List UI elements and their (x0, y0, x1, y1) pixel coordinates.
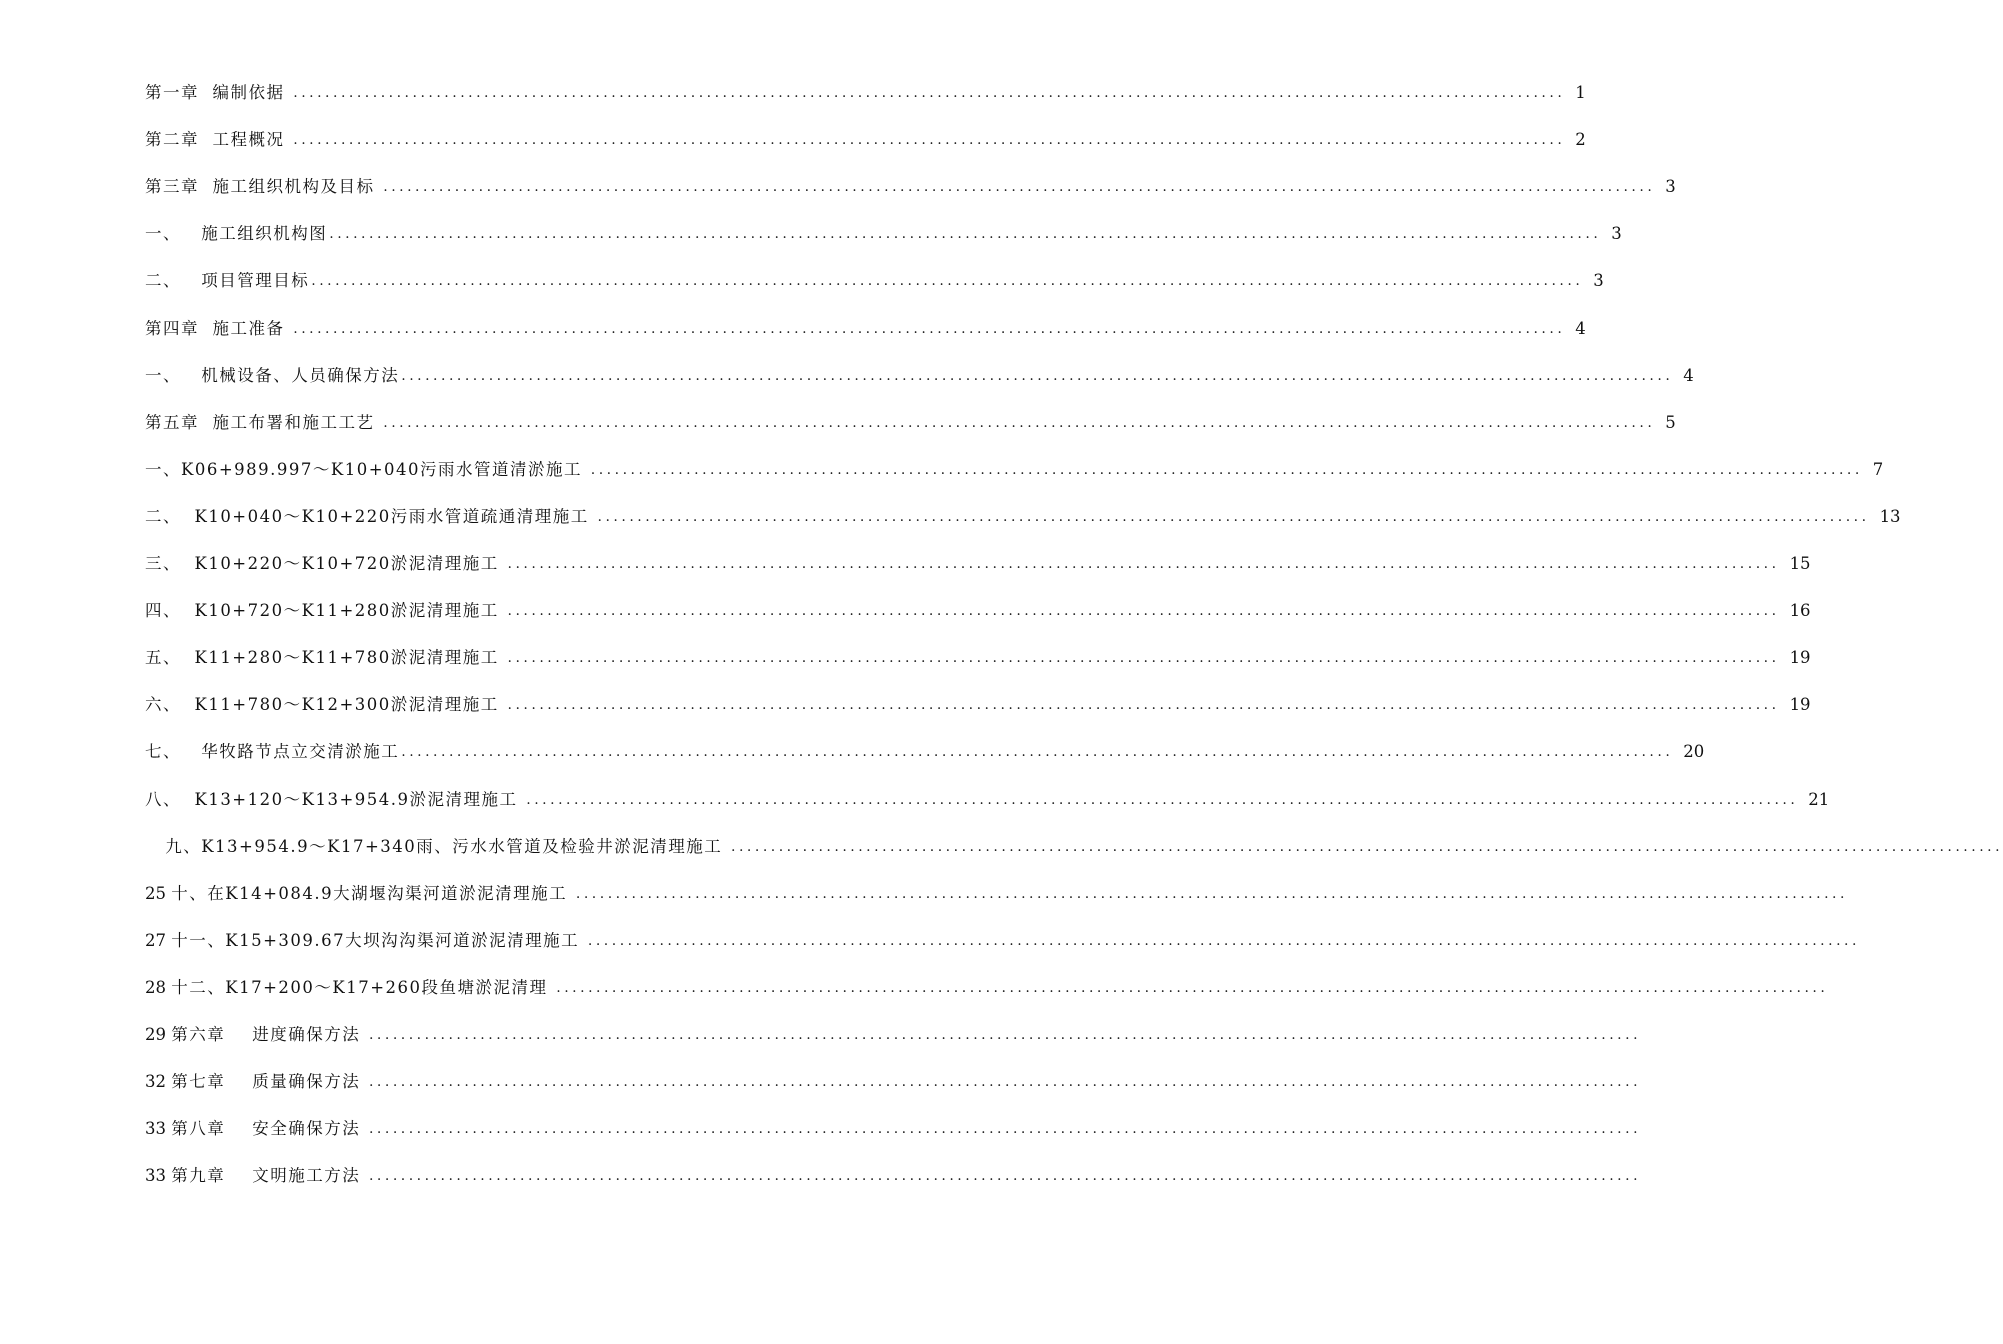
toc-entry-title: 第二章 工程概况 (145, 130, 292, 150)
toc-page-number: 4 (1575, 318, 1586, 338)
toc-entry-title: 第三章 施工组织机构及目标 (145, 177, 382, 197)
toc-dot-leader: ................................................................................................................................................................ (597, 508, 1870, 525)
toc-dot-leader: ................................................................................................................................................................ (507, 650, 1780, 667)
toc-entry-title: 第七章 质量确保方法 (171, 1072, 367, 1092)
toc-entry-title: 四、 K10+720～K11+280淤泥清理施工 (145, 601, 506, 621)
toc-entry[interactable] (145, 879, 1848, 909)
toc-dot-leader: ................................................................................................................................................................ (329, 226, 1602, 243)
toc-entry[interactable] (145, 690, 1811, 720)
toc-entry[interactable] (145, 172, 1676, 202)
toc-entry[interactable] (145, 973, 1829, 1003)
toc-page-number: 4 (1683, 365, 1694, 385)
toc-entry-title: 十一、K15+309.67大坝沟沟渠河道淤泥清理施工 (171, 930, 586, 950)
toc-page-number: 20 (1683, 742, 1705, 762)
toc-entry-title: 二、 K10+040～K10+220污雨水管道疏通清理施工 (145, 506, 596, 526)
toc-entry[interactable] (145, 1114, 1642, 1144)
toc-page-number: 1 (1575, 83, 1586, 102)
toc-entry[interactable] (145, 832, 2003, 862)
toc-entry-title: 第四章 施工准备 (145, 318, 292, 338)
toc-dot-leader: ................................................................................................................................................................ (368, 1121, 1642, 1138)
toc-entry-title: 六、 K11+780～K12+300淤泥清理施工 (145, 695, 506, 715)
toc-entry-title: 一、 机械设备、人员确保方法 (145, 365, 400, 385)
toc-entry-title: 五、 K11+280～K11+780淤泥清理施工 (145, 648, 506, 668)
toc-dot-leader: ................................................................................................................................................................ (383, 414, 1656, 431)
toc-dot-leader: ................................................................................................................................................................ (401, 367, 1674, 384)
toc-entry-title: 二、 项目管理目标 (145, 271, 310, 291)
toc-entry[interactable] (145, 785, 1830, 815)
toc-entry[interactable] (145, 266, 1604, 296)
toc-dot-leader: ................................................................................................................................................................ (368, 1074, 1642, 1091)
toc-carryover-page-number: 33 (145, 1119, 172, 1139)
toc-page-number: 16 (1789, 601, 1811, 621)
toc-page-number: 3 (1611, 224, 1622, 244)
toc-entry-title: 三、 K10+220～K10+720淤泥清理施工 (145, 554, 506, 573)
toc-dot-leader: ................................................................................................................................................................ (293, 320, 1566, 337)
toc-dot-leader: ................................................................................................................................................................ (311, 273, 1584, 290)
toc-page-number: 3 (1665, 177, 1676, 197)
toc-entry-title: 九、K13+954.9～K17+340雨、污水水管道及检验井淤泥清理施工 (145, 836, 730, 856)
toc-dot-leader: ................................................................................................................................................................ (383, 179, 1656, 196)
toc-dot-leader: ................................................................................................................................................................ (590, 461, 1863, 478)
toc-carryover-page-number: 28 (145, 977, 172, 997)
toc-page-number: 13 (1879, 506, 1901, 526)
toc-carryover-page-number: 27 (145, 930, 172, 950)
toc-entry[interactable] (145, 78, 1586, 108)
toc-page-number: 5 (1665, 412, 1676, 432)
toc-entry[interactable] (145, 1067, 1642, 1097)
toc-entry-title: 一、 施工组织机构图 (145, 224, 328, 244)
toc-dot-leader: ................................................................................................................................................................ (293, 85, 1566, 101)
toc-carryover-page-number: 33 (145, 1166, 172, 1186)
toc-entry-title: 八、 K13+120～K13+954.9淤泥清理施工 (145, 789, 525, 809)
toc-dot-leader: ................................................................................................................................................................ (401, 744, 1674, 761)
toc-entry-title: 十二、K17+200～K17+260段鱼塘淤泥清理 (171, 977, 555, 997)
toc-dot-leader: ................................................................................................................................................................ (368, 1168, 1642, 1185)
toc-entry[interactable] (145, 455, 1884, 485)
toc-entry[interactable] (145, 314, 1586, 344)
toc-entry[interactable] (145, 549, 1811, 579)
toc-entry-title: 第六章 进度确保方法 (171, 1025, 367, 1044)
toc-dot-leader: ................................................................................................................................................................ (731, 838, 2003, 855)
toc-dot-leader: ................................................................................................................................................................ (368, 1027, 1642, 1043)
toc-carryover-page-number: 32 (145, 1072, 172, 1092)
toc-entry[interactable] (145, 1020, 1642, 1050)
toc-entry-title: 第五章 施工布署和施工工艺 (145, 412, 382, 432)
toc-entry[interactable] (145, 1161, 1642, 1191)
toc-carryover-page-number: 25 (145, 883, 172, 903)
toc-entry[interactable] (145, 219, 1622, 249)
toc-dot-leader: ................................................................................................................................................................ (526, 791, 1799, 808)
toc-entry[interactable] (145, 125, 1586, 155)
toc-dot-leader: ................................................................................................................................................................ (556, 979, 1829, 996)
toc-page-number: 15 (1789, 554, 1811, 573)
toc-entry-title: 七、 华牧路节点立交清淤施工 (145, 742, 400, 762)
toc-dot-leader: ................................................................................................................................................................ (507, 697, 1780, 714)
toc-page-number: 19 (1789, 695, 1811, 715)
toc-entry[interactable] (145, 643, 1811, 673)
toc-page-number: 2 (1575, 130, 1586, 150)
toc-carryover-page-number: 29 (145, 1025, 172, 1044)
toc-entry-title: 第一章 编制依据 (145, 83, 292, 102)
toc-entry[interactable] (145, 596, 1811, 626)
toc-page-number: 21 (1808, 789, 1830, 809)
toc-entry[interactable] (145, 502, 1901, 532)
toc-entry-title: 十、在K14+084.9大湖堰沟渠河道淤泥清理施工 (171, 883, 574, 903)
toc-page-number: 7 (1872, 459, 1884, 479)
toc-dot-leader: ................................................................................................................................................................ (293, 132, 1566, 149)
toc-entry-title: 一、K06+989.997～K10+040污雨水管道清淤施工 (145, 459, 589, 479)
toc-dot-leader: ................................................................................................................................................................ (507, 603, 1780, 620)
toc-entry[interactable] (145, 361, 1694, 391)
toc-dot-leader: ................................................................................................................................................................ (575, 885, 1848, 902)
toc-entry-title: 第八章 安全确保方法 (171, 1119, 367, 1139)
toc-page-number: 3 (1593, 271, 1604, 291)
toc-entry[interactable] (145, 926, 1860, 956)
toc-page-number: 19 (1789, 648, 1811, 668)
toc-entry-title: 第九章 文明施工方法 (171, 1166, 367, 1186)
toc-entry[interactable] (145, 737, 1705, 767)
toc-entry[interactable] (145, 408, 1676, 438)
toc-dot-leader: ................................................................................................................................................................ (587, 932, 1860, 949)
toc-dot-leader: ................................................................................................................................................................ (507, 556, 1780, 572)
